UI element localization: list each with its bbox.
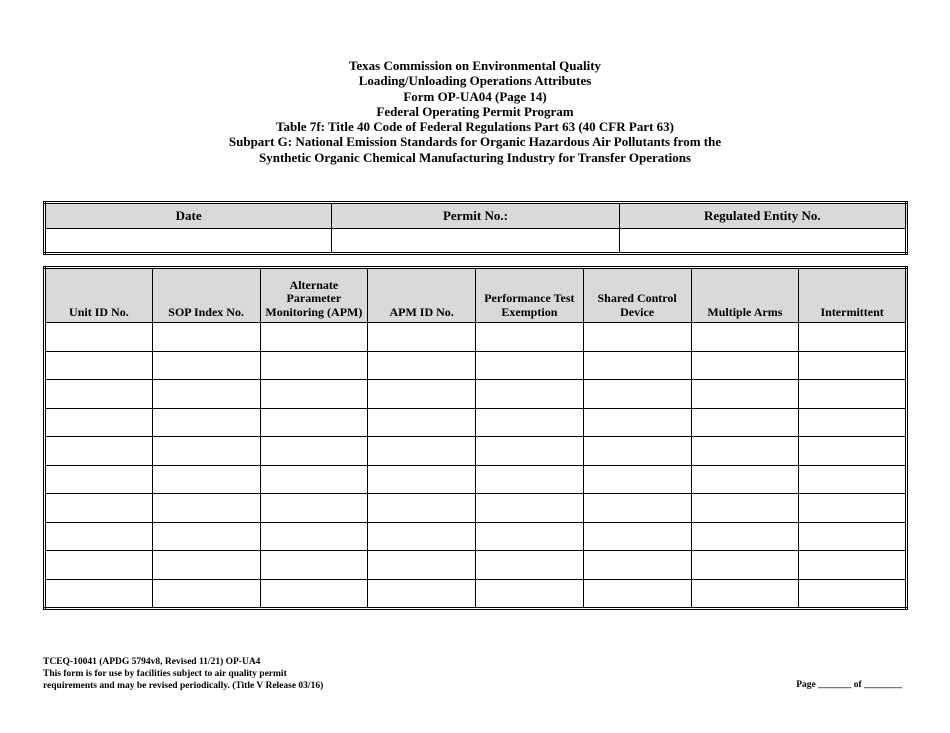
usage-note-line1: This form is for use by facilities subject to air quality permit xyxy=(43,669,287,679)
table-cell[interactable] xyxy=(799,579,907,609)
table-cell[interactable] xyxy=(368,323,476,352)
attributes-table-body xyxy=(45,323,907,609)
table-cell[interactable] xyxy=(260,465,368,494)
table-cell[interactable] xyxy=(45,579,153,609)
table-cell[interactable] xyxy=(260,494,368,523)
page-number: Page _______ of ________ xyxy=(796,680,902,690)
regulated-entity-no-field[interactable] xyxy=(619,229,906,254)
table-cell[interactable] xyxy=(152,551,260,580)
table-cell[interactable] xyxy=(152,465,260,494)
table-row xyxy=(45,551,907,580)
permit-info-table xyxy=(43,201,908,255)
table-cell[interactable] xyxy=(476,522,584,551)
intermittent-header: Intermittent xyxy=(799,268,907,323)
permit-info-input-row xyxy=(45,229,907,254)
attributes-header-row xyxy=(45,268,907,323)
table-cell[interactable] xyxy=(691,522,799,551)
agency-title: Texas Commission on Environmental Quality xyxy=(348,58,602,73)
permit-info-header-row xyxy=(45,203,907,229)
table-cell[interactable] xyxy=(368,351,476,380)
table-cell[interactable] xyxy=(152,408,260,437)
table-cell[interactable] xyxy=(691,437,799,466)
table-cell[interactable] xyxy=(583,380,691,409)
table-cell[interactable] xyxy=(583,323,691,352)
table-cell[interactable] xyxy=(152,380,260,409)
table-cell[interactable] xyxy=(583,437,691,466)
table-row xyxy=(45,465,907,494)
table-row xyxy=(45,323,907,352)
table-cell[interactable] xyxy=(691,408,799,437)
table-cell[interactable] xyxy=(476,579,584,609)
form-id: TCEQ-10041 (APDG 5794v8, Revised 11/21) OP-UA4 xyxy=(43,657,261,667)
date-field[interactable] xyxy=(45,229,332,254)
table-cell[interactable] xyxy=(368,437,476,466)
table-cell[interactable] xyxy=(368,522,476,551)
table-cell[interactable] xyxy=(368,408,476,437)
table-cell[interactable] xyxy=(583,579,691,609)
table-cell[interactable] xyxy=(583,551,691,580)
table-cell[interactable] xyxy=(368,494,476,523)
table-cell[interactable] xyxy=(260,323,368,352)
table-cell[interactable] xyxy=(799,351,907,380)
table-cell[interactable] xyxy=(45,351,153,380)
table-cell[interactable] xyxy=(260,437,368,466)
table-cell[interactable] xyxy=(476,551,584,580)
table-cell[interactable] xyxy=(799,522,907,551)
table-row xyxy=(45,351,907,380)
table-cell[interactable] xyxy=(45,380,153,409)
permit-no-field[interactable] xyxy=(332,229,619,254)
table-cell[interactable] xyxy=(799,323,907,352)
subpart-title-line1: Subpart G: National Emission Standards for Organic Hazardous Air Pollutants from the xyxy=(228,134,722,150)
table-cell[interactable] xyxy=(799,465,907,494)
table-cell[interactable] xyxy=(691,494,799,523)
table-cell[interactable] xyxy=(45,323,153,352)
table-cell[interactable] xyxy=(799,437,907,466)
table-title: Table 7f: Title 40 Code of Federal Regulations Part 63 (40 CFR Part 63) xyxy=(275,119,675,135)
table-cell[interactable] xyxy=(260,551,368,580)
table-cell[interactable] xyxy=(476,465,584,494)
table-cell[interactable] xyxy=(799,408,907,437)
table-cell[interactable] xyxy=(368,551,476,580)
regulated-entity-no-header: Regulated Entity No. xyxy=(619,203,906,229)
table-cell[interactable] xyxy=(368,465,476,494)
table-cell[interactable] xyxy=(368,579,476,609)
table-cell[interactable] xyxy=(583,465,691,494)
table-cell[interactable] xyxy=(45,522,153,551)
table-cell[interactable] xyxy=(476,408,584,437)
table-cell[interactable] xyxy=(152,522,260,551)
sop-index-no-header: SOP Index No. xyxy=(152,268,260,323)
table-cell[interactable] xyxy=(583,351,691,380)
table-cell[interactable] xyxy=(691,551,799,580)
table-cell[interactable] xyxy=(583,408,691,437)
shared-control-device-header: Shared Control Device xyxy=(583,268,691,323)
table-cell[interactable] xyxy=(476,323,584,352)
subpart-title-line2: Synthetic Organic Chemical Manufacturing Industry for Transfer Operations xyxy=(258,149,691,165)
table-row xyxy=(45,408,907,437)
program-name: Federal Operating Permit Program xyxy=(376,103,574,119)
table-cell[interactable] xyxy=(583,494,691,523)
table-cell[interactable] xyxy=(476,351,584,380)
date-header: Date xyxy=(45,203,332,229)
form-subject: Loading/Unloading Operations Attributes xyxy=(358,73,592,89)
table-cell[interactable] xyxy=(799,551,907,580)
performance-test-exemption-header: Performance Test Exemption xyxy=(476,268,584,323)
table-cell[interactable] xyxy=(152,579,260,609)
form-header xyxy=(0,58,950,165)
table-cell[interactable] xyxy=(152,351,260,380)
table-cell[interactable] xyxy=(691,351,799,380)
table-cell[interactable] xyxy=(799,380,907,409)
usage-note-line2: requirements and may be revised periodically. (Title V Release 03/16) xyxy=(43,681,324,691)
table-cell[interactable] xyxy=(260,380,368,409)
table-cell[interactable] xyxy=(476,494,584,523)
form-number: Form OP-UA04 (Page 14) xyxy=(403,88,547,104)
table-cell[interactable] xyxy=(691,465,799,494)
table-cell[interactable] xyxy=(45,408,153,437)
apm-header: Alternate Parameter Monitoring (APM) xyxy=(260,268,368,323)
permit-no-header: Permit No.: xyxy=(332,203,619,229)
table-cell[interactable] xyxy=(583,522,691,551)
apm-id-no-header: APM ID No. xyxy=(368,268,476,323)
table-cell[interactable] xyxy=(45,437,153,466)
form-footer xyxy=(43,656,323,692)
table-cell[interactable] xyxy=(691,323,799,352)
table-cell[interactable] xyxy=(260,522,368,551)
table-cell[interactable] xyxy=(691,579,799,609)
table-row xyxy=(45,437,907,466)
table-cell[interactable] xyxy=(476,380,584,409)
table-row xyxy=(45,579,907,609)
multiple-arms-header: Multiple Arms xyxy=(691,268,799,323)
table-row xyxy=(45,522,907,551)
table-cell[interactable] xyxy=(152,494,260,523)
table-cell[interactable] xyxy=(45,551,153,580)
table-cell[interactable] xyxy=(152,437,260,466)
table-cell[interactable] xyxy=(45,494,153,523)
table-row xyxy=(45,380,907,409)
table-cell[interactable] xyxy=(368,380,476,409)
table-cell[interactable] xyxy=(476,437,584,466)
table-row xyxy=(45,494,907,523)
table-cell[interactable] xyxy=(260,579,368,609)
table-cell[interactable] xyxy=(691,380,799,409)
table-cell[interactable] xyxy=(260,351,368,380)
table-cell[interactable] xyxy=(45,465,153,494)
table-cell[interactable] xyxy=(152,323,260,352)
attributes-table xyxy=(43,266,908,610)
table-cell[interactable] xyxy=(799,494,907,523)
table-cell[interactable] xyxy=(260,408,368,437)
unit-id-no-header: Unit ID No. xyxy=(45,268,153,323)
